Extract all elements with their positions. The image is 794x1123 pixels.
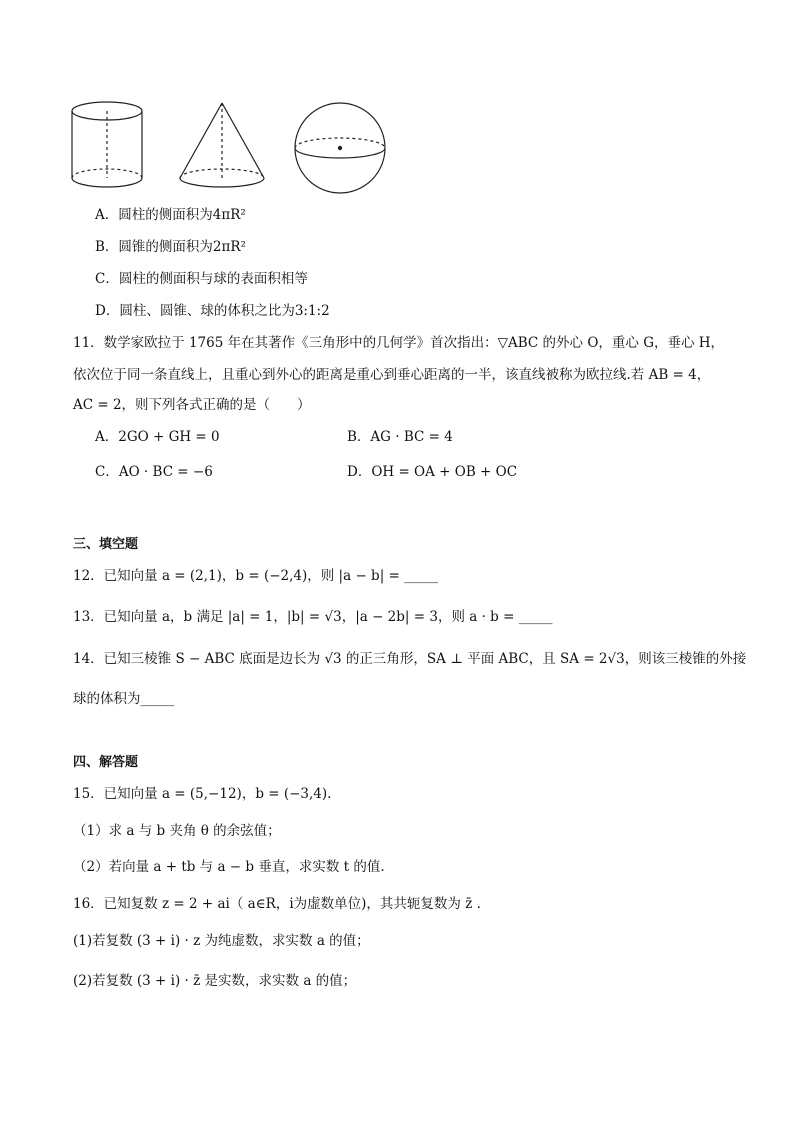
- q16-part1: (1)若复数 (3 + i) · z 为纯虚数，求实数 a 的值；: [73, 933, 370, 949]
- q10-option-d: D．圆柱、圆锥、球的体积之比为3:1:2: [95, 303, 330, 319]
- q12-text: 12．已知向量 a = (2,1)，b = (−2,4)，则 |a − b| = _____: [73, 568, 438, 584]
- q10-option-a: A．圆柱的侧面积为4πR²: [95, 207, 246, 223]
- section-four-title: 四、解答题: [73, 755, 139, 770]
- q16-text: 16．已知复数 z = 2 + ai（ a∈R，i为虚数单位)，其共轭复数为 z̄ .: [73, 896, 481, 912]
- q11-option-a: A．2GO + GH = 0: [95, 429, 220, 445]
- q14-text-line1: 14．已知三棱锥 S − ABC 底面是边长为 √3 的正三角形，SA ⊥ 平面 ABC，且 SA = 2√3，则该三棱锥的外接: [73, 651, 747, 667]
- cylinder-figure: [72, 102, 142, 187]
- q16-part2: (2)若复数 (3 + i) · z̄ 是实数，求实数 a 的值；: [73, 973, 357, 989]
- q15-part1: （1）求 a 与 b 夹角 θ 的余弦值；: [73, 823, 281, 839]
- q10-option-c: C．圆柱的侧面积与球的表面积相等: [95, 271, 308, 287]
- q11-option-b: B．AG · BC = 4: [347, 429, 453, 445]
- q14-text-line2: 球的体积为_____: [73, 691, 175, 707]
- q11-option-d: D．OH = OA + OB + OC: [347, 464, 518, 480]
- q11-stem-line3: AC = 2，则下列各式正确的是（ ）: [73, 397, 311, 413]
- solid-figures: [66, 95, 406, 205]
- q11-option-c: C．AO · BC = −6: [95, 464, 213, 480]
- sphere-figure: [295, 103, 385, 193]
- q11-stem-line2: 依次位于同一条直线上，且重心到外心的距离是重心到垂心距离的一半，该直线被称为欧拉线.若 AB = 4，: [73, 367, 711, 383]
- q15-text: 15．已知向量 a = (5,−12)，b = (−3,4).: [73, 786, 332, 802]
- section-three-title: 三、填空题: [73, 537, 139, 552]
- q10-option-b: B．圆锥的侧面积为2πR²: [95, 239, 246, 255]
- cone-figure: [180, 103, 264, 187]
- q15-part2: （2）若向量 a + tb 与 a − b 垂直，求实数 t 的值.: [73, 859, 385, 875]
- q11-stem-line1: 11．数学家欧拉于 1765 年在其著作《三角形中的几何学》首次指出：▽ABC 的外心 O，重心 G，垂心 H，: [73, 335, 725, 351]
- q13-text: 13．已知向量 a，b 满足 |a| = 1，|b| = √3，|a − 2b| = 3，则 a · b = _____: [73, 609, 553, 625]
